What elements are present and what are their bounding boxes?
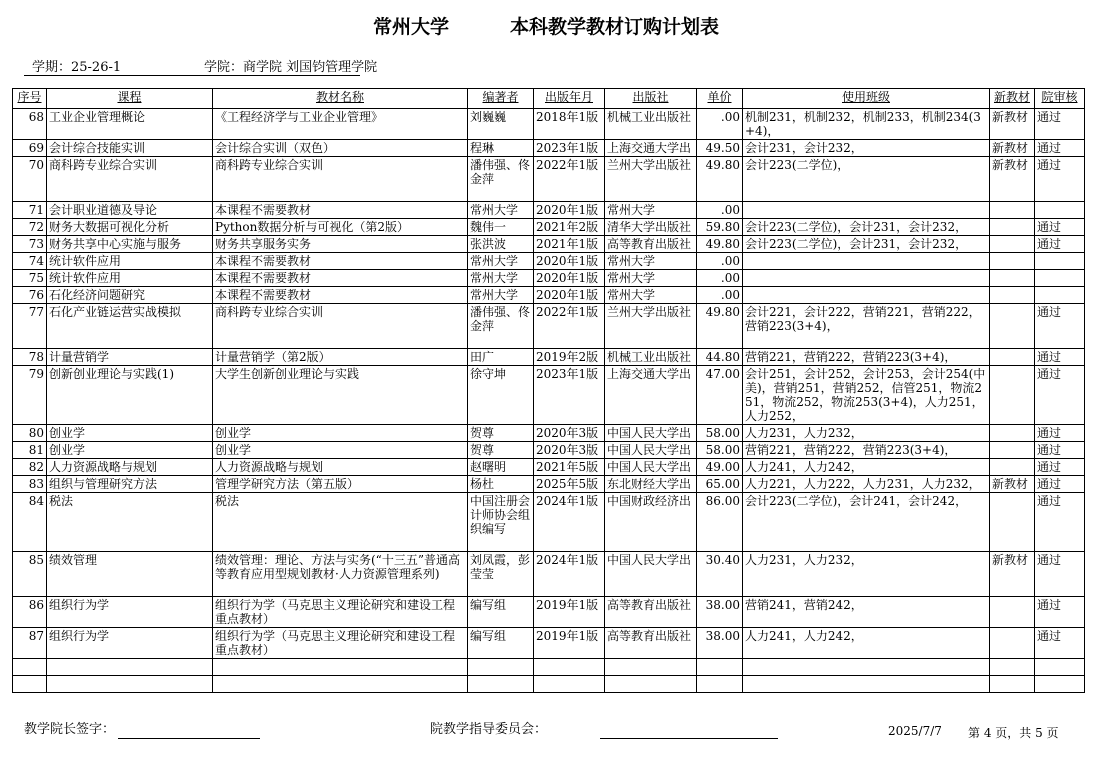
cell-no: 73 (13, 236, 47, 253)
table-row (13, 202, 1085, 219)
header-no: 序号 (13, 89, 47, 109)
cell-review: 通过 (1035, 597, 1085, 628)
cell-no: 68 (13, 109, 47, 140)
cell-book: 计量营销学（第2版） (213, 349, 468, 366)
cell-book: 本课程不需要教材 (213, 270, 468, 287)
table-header-row (13, 89, 1085, 109)
cell-author: 潘伟强、佟金萍 (468, 157, 534, 202)
header-new: 新教材 (990, 89, 1035, 109)
empty-cell (213, 659, 468, 676)
cell-book: 商科跨专业综合实训 (213, 157, 468, 202)
cell-book: 组织行为学（马克思主义理论研究和建设工程重点教材） (213, 597, 468, 628)
cell-author: 程琳 (468, 140, 534, 157)
cell-price: 65.00 (697, 476, 743, 493)
cell-publisher: 中国财政经济出 (605, 493, 697, 552)
cell-publisher: 兰州大学出版社 (605, 304, 697, 349)
cell-price: .00 (697, 287, 743, 304)
cell-publisher: 常州大学 (605, 270, 697, 287)
cell-course: 组织行为学 (47, 597, 213, 628)
cell-book: 组织行为学（马克思主义理论研究和建设工程重点教材） (213, 628, 468, 659)
cell-new: 新教材 (990, 109, 1035, 140)
cell-publisher: 高等教育出版社 (605, 597, 697, 628)
cell-new: 新教材 (990, 140, 1035, 157)
committee-signature-line (600, 738, 778, 739)
cell-course: 创业学 (47, 442, 213, 459)
cell-no: 84 (13, 493, 47, 552)
meta-underline (24, 75, 360, 76)
cell-no: 82 (13, 459, 47, 476)
cell-book: 会计综合实训（双色） (213, 140, 468, 157)
table-row (13, 236, 1085, 253)
cell-book: 《工程经济学与工业企业管理》 (213, 109, 468, 140)
cell-author: 田广 (468, 349, 534, 366)
cell-book: 财务共享服务实务 (213, 236, 468, 253)
cell-date: 2020年1版 (534, 202, 605, 219)
cell-author: 编写组 (468, 597, 534, 628)
cell-publisher: 中国人民大学出 (605, 459, 697, 476)
cell-price: 49.80 (697, 157, 743, 202)
cell-publisher: 常州大学 (605, 287, 697, 304)
cell-price: 58.00 (697, 442, 743, 459)
cell-new (990, 270, 1035, 287)
header-publisher: 出版社 (605, 89, 697, 109)
cell-publisher: 中国人民大学出 (605, 425, 697, 442)
cell-course: 绩效管理 (47, 552, 213, 597)
cell-course: 计量营销学 (47, 349, 213, 366)
cell-no: 78 (13, 349, 47, 366)
empty-row (13, 659, 1085, 676)
cell-review: 通过 (1035, 476, 1085, 493)
cell-classes (743, 270, 990, 287)
cell-author: 贺尊 (468, 425, 534, 442)
cell-classes: 会计221，会计222，营销221，营销222，营销223(3+4)， (743, 304, 990, 349)
university-name: 常州大学 (373, 16, 450, 38)
cell-no: 80 (13, 425, 47, 442)
cell-book: 绩效管理：理论、方法与实务(“十三五”普通高等教育应用型规划教材·人力资源管理系列) (213, 552, 468, 597)
cell-date: 2022年1版 (534, 157, 605, 202)
cell-new (990, 253, 1035, 270)
cell-new (990, 366, 1035, 425)
empty-cell (743, 659, 990, 676)
cell-publisher: 高等教育出版社 (605, 236, 697, 253)
cell-date: 2019年2版 (534, 349, 605, 366)
table-row (13, 253, 1085, 270)
empty-cell (13, 676, 47, 693)
cell-date: 2025年5版 (534, 476, 605, 493)
table-row (13, 304, 1085, 349)
cell-date: 2020年3版 (534, 425, 605, 442)
cell-publisher: 中国人民大学出 (605, 552, 697, 597)
footer (0, 716, 1099, 740)
cell-classes: 机制231，机制232，机制233，机制234(3+4)， (743, 109, 990, 140)
cell-new (990, 349, 1035, 366)
cell-publisher: 常州大学 (605, 202, 697, 219)
cell-course: 财务共享中心实施与服务 (47, 236, 213, 253)
cell-no: 71 (13, 202, 47, 219)
cell-date: 2024年1版 (534, 552, 605, 597)
cell-date: 2018年1版 (534, 109, 605, 140)
header-classes: 使用班级 (743, 89, 990, 109)
cell-author: 常州大学 (468, 253, 534, 270)
cell-course: 石化经济问题研究 (47, 287, 213, 304)
cell-new (990, 219, 1035, 236)
textbook-table (12, 88, 1085, 693)
cell-review (1035, 253, 1085, 270)
cell-publisher: 上海交通大学出 (605, 366, 697, 425)
empty-cell (534, 676, 605, 693)
header-price: 单价 (697, 89, 743, 109)
cell-publisher: 中国人民大学出 (605, 442, 697, 459)
cell-author: 魏伟一 (468, 219, 534, 236)
table-row (13, 219, 1085, 236)
cell-price: 59.80 (697, 219, 743, 236)
cell-classes: 营销241，营销242， (743, 597, 990, 628)
college-label: 学院：商学院 刘国钧管理学院 (204, 60, 378, 75)
cell-course: 会计职业道德及导论 (47, 202, 213, 219)
cell-new (990, 628, 1035, 659)
cell-book: Python数据分析与可视化（第2版） (213, 219, 468, 236)
cell-classes: 会计223(二学位)，会计231，会计232， (743, 236, 990, 253)
page-number: 第 4 页，共 5 页 (968, 726, 1059, 740)
cell-review (1035, 270, 1085, 287)
cell-new (990, 202, 1035, 219)
cell-review (1035, 287, 1085, 304)
cell-date: 2020年3版 (534, 442, 605, 459)
cell-course: 统计软件应用 (47, 253, 213, 270)
cell-author: 常州大学 (468, 287, 534, 304)
cell-publisher: 机械工业出版社 (605, 349, 697, 366)
meta-info (32, 56, 412, 76)
cell-course: 创新创业理论与实践(1) (47, 366, 213, 425)
empty-cell (697, 676, 743, 693)
cell-author: 潘伟强、佟金萍 (468, 304, 534, 349)
cell-classes (743, 287, 990, 304)
empty-cell (605, 659, 697, 676)
cell-course: 组织与管理研究方法 (47, 476, 213, 493)
cell-date: 2019年1版 (534, 628, 605, 659)
cell-book: 创业学 (213, 442, 468, 459)
cell-date: 2021年1版 (534, 236, 605, 253)
empty-cell (47, 659, 213, 676)
cell-date: 2023年1版 (534, 140, 605, 157)
cell-course: 税法 (47, 493, 213, 552)
cell-review: 通过 (1035, 442, 1085, 459)
cell-review: 通过 (1035, 552, 1085, 597)
cell-no: 69 (13, 140, 47, 157)
cell-new (990, 287, 1035, 304)
header-author: 编著者 (468, 89, 534, 109)
cell-course: 创业学 (47, 425, 213, 442)
empty-cell (743, 676, 990, 693)
print-date: 2025/7/7 (888, 724, 942, 738)
table-row (13, 459, 1085, 476)
cell-price: 86.00 (697, 493, 743, 552)
cell-price: 47.00 (697, 366, 743, 425)
empty-cell (990, 676, 1035, 693)
cell-review: 通过 (1035, 236, 1085, 253)
cell-no: 75 (13, 270, 47, 287)
cell-no: 87 (13, 628, 47, 659)
cell-date: 2021年5版 (534, 459, 605, 476)
cell-author: 张洪波 (468, 236, 534, 253)
cell-price: 38.00 (697, 628, 743, 659)
cell-new (990, 493, 1035, 552)
cell-new: 新教材 (990, 157, 1035, 202)
cell-price: 30.40 (697, 552, 743, 597)
cell-price: 49.80 (697, 304, 743, 349)
document-title (0, 10, 1099, 38)
cell-publisher: 高等教育出版社 (605, 628, 697, 659)
cell-review: 通过 (1035, 459, 1085, 476)
cell-classes: 会计223(二学位)，会计231，会计232， (743, 219, 990, 236)
empty-cell (468, 676, 534, 693)
cell-date: 2020年1版 (534, 287, 605, 304)
cell-no: 76 (13, 287, 47, 304)
cell-publisher: 东北财经大学出 (605, 476, 697, 493)
cell-new (990, 597, 1035, 628)
empty-row (13, 676, 1085, 693)
header-date: 出版年月 (534, 89, 605, 109)
table-row (13, 493, 1085, 552)
cell-new: 新教材 (990, 552, 1035, 597)
cell-date: 2019年1版 (534, 597, 605, 628)
cell-course: 商科跨专业综合实训 (47, 157, 213, 202)
cell-author: 贺尊 (468, 442, 534, 459)
cell-review (1035, 202, 1085, 219)
cell-no: 81 (13, 442, 47, 459)
cell-new (990, 459, 1035, 476)
table-row (13, 109, 1085, 140)
dean-signature-label: 教学院长签字： (24, 722, 116, 737)
cell-price: .00 (697, 253, 743, 270)
cell-classes: 会计231，会计232， (743, 140, 990, 157)
cell-classes: 营销221，营销222，营销223(3+4)， (743, 349, 990, 366)
cell-author: 编写组 (468, 628, 534, 659)
cell-date: 2020年1版 (534, 270, 605, 287)
cell-book: 税法 (213, 493, 468, 552)
cell-classes: 人力241，人力242， (743, 459, 990, 476)
cell-book: 本课程不需要教材 (213, 287, 468, 304)
cell-no: 85 (13, 552, 47, 597)
cell-date: 2021年2版 (534, 219, 605, 236)
cell-book: 大学生创新创业理论与实践 (213, 366, 468, 425)
cell-price: 58.00 (697, 425, 743, 442)
cell-classes: 会计251，会计252，会计253，会计254(中美)，营销251，营销252，信管251，物流251，物流252，物流253(3+4)，人力251，人力252， (743, 366, 990, 425)
header-book: 教材名称 (213, 89, 468, 109)
table-row (13, 140, 1085, 157)
cell-classes: 人力241，人力242， (743, 628, 990, 659)
cell-price: 44.80 (697, 349, 743, 366)
cell-author: 赵曙明 (468, 459, 534, 476)
cell-course: 人力资源战略与规划 (47, 459, 213, 476)
cell-price: .00 (697, 202, 743, 219)
cell-publisher: 上海交通大学出 (605, 140, 697, 157)
empty-cell (13, 659, 47, 676)
cell-new (990, 425, 1035, 442)
empty-cell (605, 676, 697, 693)
cell-review: 通过 (1035, 349, 1085, 366)
cell-review: 通过 (1035, 157, 1085, 202)
dean-signature-line (118, 738, 260, 739)
cell-review: 通过 (1035, 425, 1085, 442)
cell-review: 通过 (1035, 493, 1085, 552)
cell-new: 新教材 (990, 476, 1035, 493)
cell-classes (743, 202, 990, 219)
cell-course: 财务大数据可视化分析 (47, 219, 213, 236)
cell-classes: 营销221，营销222，营销223(3+4)， (743, 442, 990, 459)
cell-classes: 会计223(二学位)，会计241，会计242， (743, 493, 990, 552)
table-row (13, 157, 1085, 202)
cell-date: 2020年1版 (534, 253, 605, 270)
cell-no: 83 (13, 476, 47, 493)
table-row (13, 628, 1085, 659)
cell-price: .00 (697, 270, 743, 287)
cell-price: 49.80 (697, 236, 743, 253)
cell-book: 本课程不需要教材 (213, 253, 468, 270)
cell-no: 77 (13, 304, 47, 349)
cell-course: 石化产业链运营实战模拟 (47, 304, 213, 349)
cell-classes (743, 253, 990, 270)
cell-classes: 会计223(二学位)， (743, 157, 990, 202)
cell-review: 通过 (1035, 304, 1085, 349)
table-row (13, 287, 1085, 304)
cell-no: 79 (13, 366, 47, 425)
cell-review: 通过 (1035, 140, 1085, 157)
table-row (13, 552, 1085, 597)
table-row (13, 425, 1085, 442)
cell-publisher: 常州大学 (605, 253, 697, 270)
cell-review: 通过 (1035, 366, 1085, 425)
table-row (13, 366, 1085, 425)
cell-price: .00 (697, 109, 743, 140)
cell-author: 刘凤霞，彭莹莹 (468, 552, 534, 597)
cell-publisher: 兰州大学出版社 (605, 157, 697, 202)
cell-review: 通过 (1035, 109, 1085, 140)
cell-no: 86 (13, 597, 47, 628)
cell-book: 本课程不需要教材 (213, 202, 468, 219)
cell-course: 工业企业管理概论 (47, 109, 213, 140)
cell-review: 通过 (1035, 219, 1085, 236)
cell-publisher: 机械工业出版社 (605, 109, 697, 140)
empty-cell (468, 659, 534, 676)
cell-book: 创业学 (213, 425, 468, 442)
cell-date: 2023年1版 (534, 366, 605, 425)
cell-no: 74 (13, 253, 47, 270)
table-row (13, 349, 1085, 366)
table-row (13, 270, 1085, 287)
cell-author: 常州大学 (468, 202, 534, 219)
cell-review: 通过 (1035, 628, 1085, 659)
cell-author: 常州大学 (468, 270, 534, 287)
term-label: 学期：25-26-1 (32, 60, 122, 75)
table-row (13, 597, 1085, 628)
cell-price: 49.50 (697, 140, 743, 157)
cell-author: 杨杜 (468, 476, 534, 493)
header-course: 课程 (47, 89, 213, 109)
empty-cell (1035, 659, 1085, 676)
empty-cell (47, 676, 213, 693)
cell-course: 统计软件应用 (47, 270, 213, 287)
cell-author: 刘巍巍 (468, 109, 534, 140)
cell-no: 70 (13, 157, 47, 202)
header-review: 院审核 (1035, 89, 1085, 109)
cell-price: 49.00 (697, 459, 743, 476)
cell-date: 2022年1版 (534, 304, 605, 349)
cell-classes: 人力231，人力232， (743, 552, 990, 597)
cell-no: 72 (13, 219, 47, 236)
committee-signature-label: 院教学指导委员会： (430, 722, 548, 737)
cell-book: 管理学研究方法（第五版） (213, 476, 468, 493)
empty-cell (990, 659, 1035, 676)
cell-new (990, 304, 1035, 349)
cell-classes: 人力221，人力222，人力231，人力232， (743, 476, 990, 493)
cell-publisher: 清华大学出版社 (605, 219, 697, 236)
table-row (13, 476, 1085, 493)
cell-new (990, 442, 1035, 459)
cell-course: 组织行为学 (47, 628, 213, 659)
form-name: 本科教学教材订购计划表 (510, 16, 720, 38)
cell-author: 中国注册会计师协会组织编写 (468, 493, 534, 552)
cell-price: 38.00 (697, 597, 743, 628)
cell-classes: 人力231，人力232， (743, 425, 990, 442)
empty-cell (697, 659, 743, 676)
cell-date: 2024年1版 (534, 493, 605, 552)
cell-new (990, 236, 1035, 253)
cell-book: 人力资源战略与规划 (213, 459, 468, 476)
empty-cell (534, 659, 605, 676)
cell-course: 会计综合技能实训 (47, 140, 213, 157)
empty-cell (1035, 676, 1085, 693)
cell-author: 徐守坤 (468, 366, 534, 425)
table-row (13, 442, 1085, 459)
cell-book: 商科跨专业综合实训 (213, 304, 468, 349)
empty-cell (213, 676, 468, 693)
